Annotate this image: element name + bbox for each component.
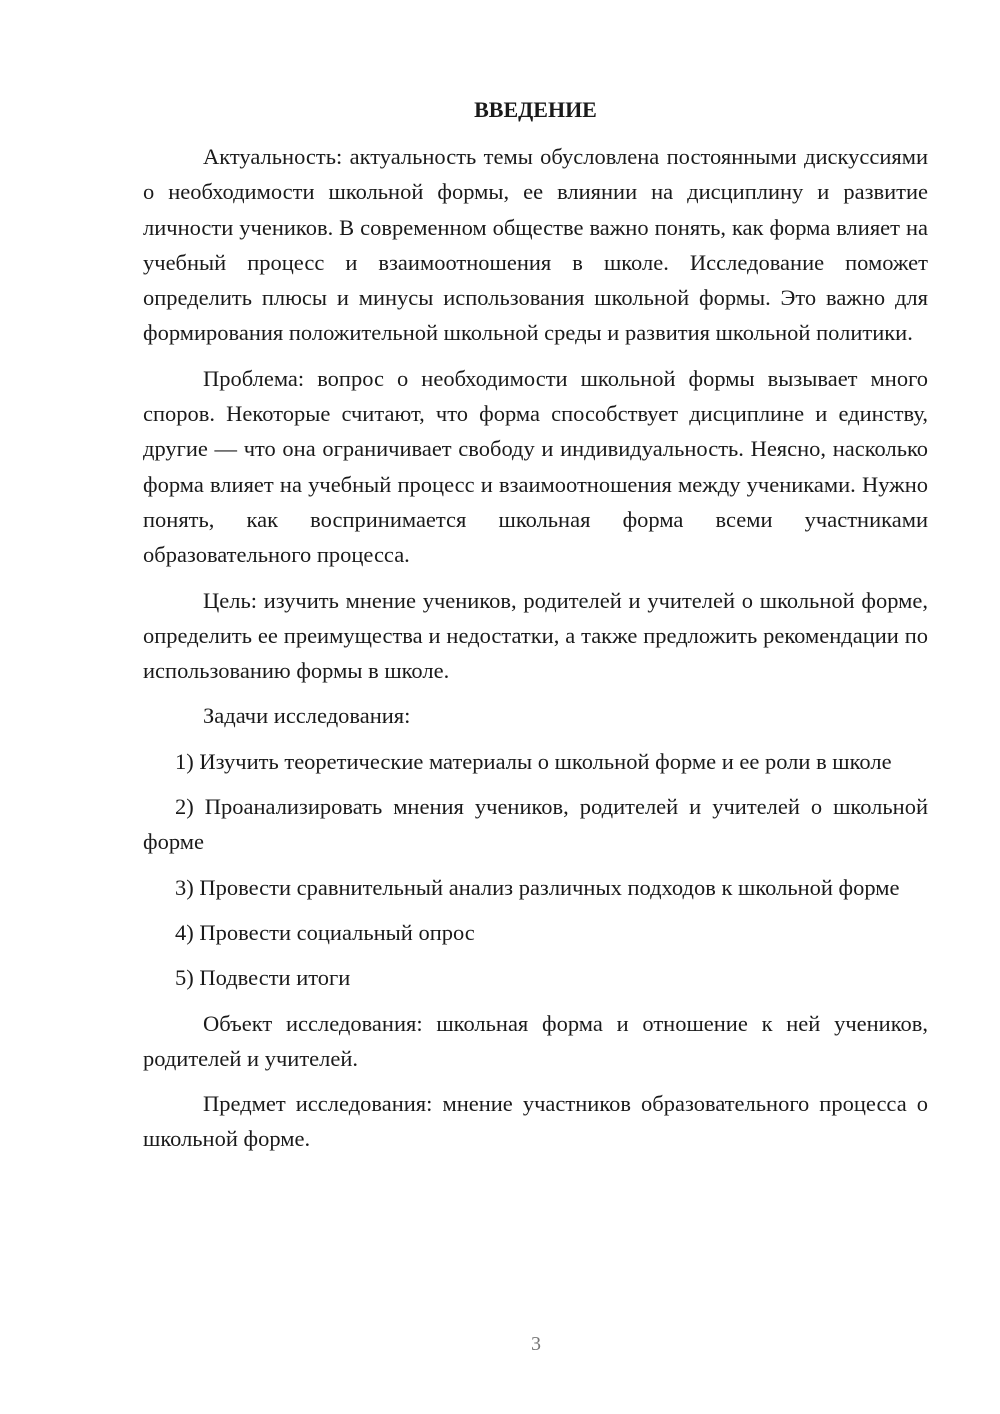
relevance-paragraph: Актуальность: актуальность темы обусловлена постоянными дискуссиями о необходимости школьной формы, ее влиянии на дисциплину и развитие личности учеников. В современном обществе важно понять, как форма влияет на учебный процесс и взаимоотношения в школе. Исследование поможет определить плюсы и минусы использования школьной формы. Это важно для формирования положительной школьной среды и развития школьной политики. xyxy=(143,144,928,346)
task-item-4: 4) Провести социальный опрос xyxy=(175,919,475,945)
task-item-1: 1) Изучить теоретические материалы о школьной форме и ее роли в школе xyxy=(175,748,892,774)
task-item-3: 3) Провести сравнительный анализ различных подходов к школьной форме xyxy=(175,874,900,900)
problem-paragraph: Проблема: вопрос о необходимости школьной формы вызывает много споров. Некоторые считают, что форма способствует дисциплине и единству, другие — что она ограничивает свободу и индивидуальность. Неясно, насколько форма влияет на учебный процесс и взаимоотношения между учениками. Нужно понять, как воспринимается школьная форма всеми участниками образовательного процесса. xyxy=(143,365,928,568)
page-content xyxy=(143,92,928,1167)
object-paragraph: Объект исследования: школьная форма и отношение к ней учеников, родителей и учителей. xyxy=(143,1010,928,1071)
goal-paragraph: Цель: изучить мнение учеников, родителей и учителей о школьной форме, определить ее преимущества и недостатки, а также предложить рекомендации по использованию формы в школе. xyxy=(143,587,928,684)
task-item-2: 2) Проанализировать мнения учеников, родителей и учителей о школьной форме xyxy=(143,794,928,855)
section-title: ВВЕДЕНИЕ xyxy=(474,97,597,122)
page-number: 3 xyxy=(531,1333,541,1355)
task-item-5: 5) Подвести итоги xyxy=(175,965,351,991)
tasks-heading: Задачи исследования: xyxy=(203,703,411,729)
subject-paragraph: Предмет исследования: мнение участников образовательного процесса о школьной форме. xyxy=(143,1091,928,1152)
